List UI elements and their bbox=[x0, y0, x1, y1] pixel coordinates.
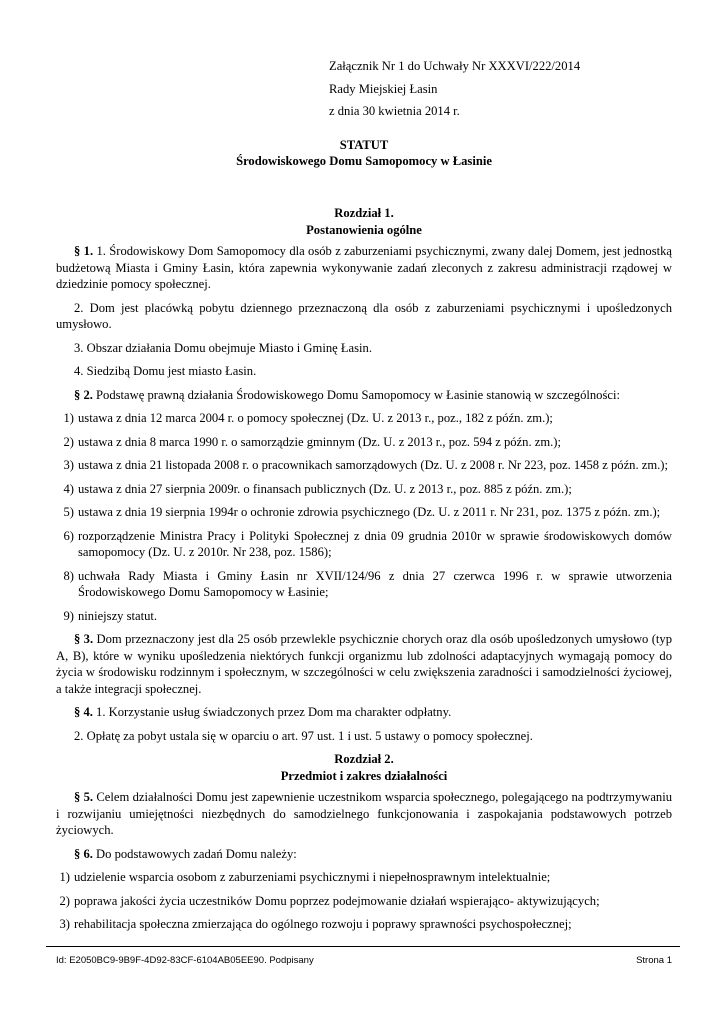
section-2-intro: § 2. Podstawę prawną działania Środowiskowego Domu Samopomocy w Łasinie stanowią w szczególności: bbox=[74, 387, 620, 402]
chapter-1-heading: Rozdział 1. bbox=[334, 206, 394, 220]
section-4-label: § 4. bbox=[74, 705, 93, 719]
list-item: 8) uchwała Rady Miasta i Gminy Łasin nr XVII/124/96 z dnia 27 czerwca 1996 r. w sprawie utworzenia Środowiskowego Domu Samopomocy w Łasinie; bbox=[63, 568, 672, 599]
document-header bbox=[329, 58, 580, 126]
chapter-1-subheading: Postanowienia ogólne bbox=[306, 222, 422, 237]
section-1-paragraph-1: § 1. 1. Środowiskowy Dom Samopomocy dla osób z zaburzeniami psychicznymi, zwany dalej Domem, jest jednostką budżetową Miasta i Gminy Łasin, która zapewnia wykonywanie zadań zleconych z zakresu administracji rządowej w dziedzinie pomocy społecznej. bbox=[56, 244, 672, 291]
chapter-2-subheading: Przedmiot i zakres działalności bbox=[280, 768, 448, 783]
list-item: 2) ustawa z dnia 8 marca 1990 r. o samorządzie gminnym (Dz. U. z 2013 r., poz. 594 z późn. zm.); bbox=[63, 434, 561, 449]
section-3-label: § 3. bbox=[74, 632, 94, 646]
list-item: 1) udzielenie wsparcia osobom z zaburzeniami psychicznymi i niepełnosprawnym intelektualnie; bbox=[59, 870, 551, 884]
section-1-label: § 1. bbox=[74, 244, 94, 258]
list-item: 3) rehabilitacja społeczna zmierzająca do ogólnego rozwoju i poprawy sprawności psychospołecznej; bbox=[59, 917, 572, 931]
section-6-intro: § 6. Do podstawowych zadań Domu należy: bbox=[74, 846, 297, 861]
section-1-paragraph-2: 2. Dom jest placówką pobytu dziennego przeznaczoną dla osób z zaburzeniami psychicznymi i upośledzonych umysłowo. bbox=[56, 300, 672, 331]
section-1-paragraph-4: 4. Siedzibą Domu jest miasto Łasin. bbox=[74, 364, 257, 378]
section-4-paragraph-2: 2. Opłatę za pobyt ustala się w oparciu o art. 97 ust. 1 i ust. 5 ustawy o pomocy społecznej. bbox=[74, 728, 533, 743]
page-number: Strona 1 bbox=[636, 955, 672, 966]
council-name: Rady Miejskiej Łasin bbox=[329, 81, 438, 96]
document-title: STATUT bbox=[339, 138, 389, 152]
list-item: 1) ustawa z dnia 12 marca 2004 r. o pomocy społecznej (Dz. U. z 2013 r., poz., 182 z późn. zm.); bbox=[63, 411, 553, 425]
list-item: 6) rozporządzenie Ministra Pracy i Polityki Społecznej z dnia 09 grudnia 2010r w sprawie środowiskowych domów samopomocy (Dz. U. z 2010r. Nr 238, poz. 1586); bbox=[63, 528, 672, 559]
section-1-paragraph-3: 3. Obszar działania Domu obejmuje Miasto i Gminę Łasin. bbox=[74, 340, 372, 355]
section-3-paragraph: § 3. Dom przeznaczony jest dla 25 osób przewlekle psychicznie chorych oraz dla osób upośledzonych umysłowo (typ A, B), które w wyniku upośledzenia niektórych funkcji organizmu lub zdolności adaptacyjnych wymagają pomocy do życia w środowisku rodzinnym i społecznym, w szczególności w celu zwiększenia zaradności i samodzielności życiowej, a także integracji społecznej. bbox=[56, 632, 673, 696]
document-body bbox=[56, 205, 672, 940]
section-5-label: § 5. bbox=[74, 790, 94, 804]
list-item: 9) niniejszy statut. bbox=[63, 608, 158, 623]
list-item: 4) ustawa z dnia 27 sierpnia 2009r. o finansach publicznych (Dz. U. z 2013 r., poz. 885 z późn. zm.); bbox=[63, 481, 572, 496]
document-subtitle: Środowiskowego Domu Samopomocy w Łasinie bbox=[236, 153, 492, 168]
section-6-label: § 6. bbox=[74, 846, 93, 861]
attachment-reference: Załącznik Nr 1 do Uchwały Nr XXXVI/222/2014 bbox=[329, 59, 581, 73]
list-item: 5) ustawa z dnia 19 sierpnia 1994r o ochronie zdrowia psychicznego (Dz. U. z 2011 r. Nr 231, poz. 1375 z późn. zm.); bbox=[63, 505, 661, 519]
section-4-paragraph-1: § 4. 1. Korzystanie usług świadczonych przez Dom ma charakter odpłatny. bbox=[74, 705, 452, 719]
list-item: 3) ustawa z dnia 21 listopada 2008 r. o pracownikach samorządowych (Dz. U. z 2008 r. Nr 223, poz. 1458 z późn. zm.); bbox=[63, 458, 668, 472]
document-title-block bbox=[56, 137, 672, 168]
section-5-paragraph: § 5. Celem działalności Domu jest zapewnienie uczestnikom wsparcia społecznego, polegającego na podtrzymywaniu i rozwijaniu umiejętności niezbędnych do samodzielnego funkcjonowania i zaspokajania podstawowych potrzeb życiowych. bbox=[56, 790, 673, 837]
footer-divider bbox=[46, 946, 680, 947]
resolution-date: z dnia 30 kwietnia 2014 r. bbox=[329, 104, 460, 118]
section-2-label: § 2. bbox=[74, 387, 93, 402]
document-id: Id: E2050BC9-9B9F-4D92-83CF-6104AB05EE90. Podpisany bbox=[56, 955, 314, 966]
list-item: 2) poprawa jakości życia uczestników Domu poprzez podejmowanie działań wspierająco- aktywizujących; bbox=[59, 893, 600, 908]
chapter-2-heading: Rozdział 2. bbox=[334, 752, 394, 766]
